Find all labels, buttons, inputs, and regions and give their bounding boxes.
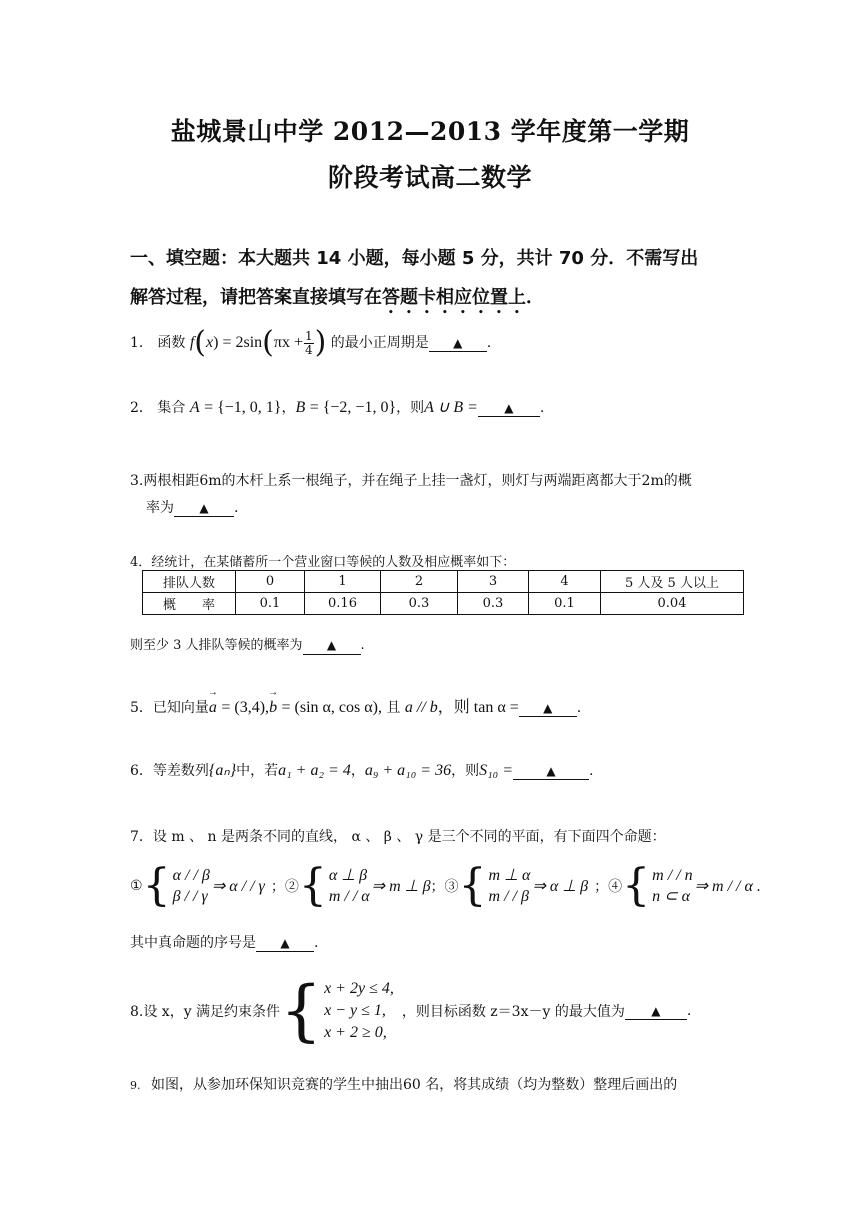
blank-triangle-icon: ▲ xyxy=(504,401,514,415)
q5-answer-blank[interactable] xyxy=(519,700,577,717)
q2-union: A ∪ B = xyxy=(424,399,478,416)
table-row xyxy=(143,571,744,593)
q2-comma: ， xyxy=(281,400,296,416)
section-heading-line1: 一、填空题：本大题共 14 小题，每小题 5 分，共计 70 分．不需写出 xyxy=(130,248,699,269)
probability-table xyxy=(142,570,744,615)
q8-pre: 8.设 x，y 满足约束条件 xyxy=(130,1004,281,1020)
q5-parallel: a // b xyxy=(404,699,438,716)
q7-label-4: ；④ xyxy=(594,879,623,895)
section-heading-line2 xyxy=(130,283,544,318)
q6-pre: 等差数列 xyxy=(152,763,209,779)
question-9 xyxy=(130,1074,677,1094)
q7-p3-conclusion: ⇒ α ⊥ β xyxy=(532,878,589,895)
q3-answer-blank[interactable] xyxy=(174,500,234,517)
q7-p3-row1: m ⊥ α xyxy=(488,867,531,884)
q9-number: 9. xyxy=(130,1079,141,1092)
q6-mid2: ，则 xyxy=(451,763,480,779)
q7-p1-row1: α / / β xyxy=(172,867,210,884)
q7-label-2: ；② xyxy=(270,879,299,895)
q8-constraint-3: x + 2 ≥ 0, xyxy=(324,1024,387,1041)
q5-mid: 且 xyxy=(386,700,401,716)
blank-triangle-icon: ▲ xyxy=(453,336,463,350)
q2-end: . xyxy=(539,400,545,416)
q7-p4-conclusion: ⇒ m / / α . xyxy=(694,878,761,895)
q3-end: . xyxy=(234,500,239,516)
question-1: 1． 函数 f(x) = 2sin(πx + $\frac{1}{4}$ ) 的最小正周期是 ▲ . xyxy=(130,325,492,360)
q5-expr1: = (3,4), xyxy=(221,699,270,716)
q6-seq: {aₙ} xyxy=(208,762,237,779)
blank-triangle-icon: ▲ xyxy=(280,936,290,950)
q6-comma: ， xyxy=(350,763,365,779)
table-cell: 1 xyxy=(305,571,381,593)
q3-text: 率为 xyxy=(146,500,174,516)
q6-cond2: a₉ + a₁₀ = 36 xyxy=(364,762,452,779)
q5-expr2: = (sin α, cos α), xyxy=(281,699,382,716)
q5-number: 5． xyxy=(130,700,153,716)
question-7-ask xyxy=(130,932,318,952)
table-cell: 4 xyxy=(529,571,601,593)
q6-end: . xyxy=(589,763,594,779)
blank-triangle-icon: ▲ xyxy=(546,764,556,778)
q2-number: 2． xyxy=(130,400,153,416)
table-cell: 0.04 xyxy=(601,593,744,615)
answer-card-emphasis: 答题卡相应位置上 xyxy=(382,287,526,308)
q4-text: 则至少 3 人排队等候的概率为 xyxy=(130,638,303,653)
q2-A: A xyxy=(189,399,200,416)
q7-p3-row2: m / / β xyxy=(488,888,529,905)
q6-sum: S₁₀ = xyxy=(479,762,514,779)
q5-pre: 已知向量 xyxy=(152,700,209,716)
question-8: 8.设 x，y 满足约束条件 { x + 2y ≤ 4, x − y ≤ 1, x + 2 ≥ 0, ，则目标函数 z＝3x－y 的最大值为 ▲ . xyxy=(130,972,692,1049)
table-cell: 0.3 xyxy=(381,593,458,615)
question-4-intro: 4．经统计，在某储蓄所一个营业窗口等候的人数及相应概率如下： xyxy=(130,555,516,570)
q1-frac-den: 4 xyxy=(304,342,313,357)
table-cell: 5 人及 5 人以上 xyxy=(601,571,744,593)
q7-p1-row2: β / / γ xyxy=(172,888,208,905)
q7-p4-row1: m / / n xyxy=(652,867,693,884)
q7-answer-blank[interactable] xyxy=(256,935,314,952)
q8-constraint-1: x + 2y ≤ 4, xyxy=(324,980,394,997)
q1-post: 的最小正周期是 xyxy=(330,335,429,351)
blank-triangle-icon: ▲ xyxy=(326,638,337,652)
q6-cond1: a₁ + a₂ = 4 xyxy=(278,762,351,779)
question-7-propositions: ① { α / / β β / / γ ⇒ α / / γ ；② { α ⊥ β m / / α ⇒ m ⊥ β ；③ { m ⊥ α m / / β ⇒ α ⊥ β ；④ { m / / n n ⊂ α ⇒ m / / α . xyxy=(130,860,761,911)
q1-number: 1． xyxy=(130,335,153,351)
q2-setB: = {−2, −1, 0} xyxy=(309,399,397,416)
q6-answer-blank[interactable] xyxy=(513,763,589,780)
q5-end: . xyxy=(576,700,582,716)
table-cell: 3 xyxy=(458,571,529,593)
q2-B: B xyxy=(295,399,306,416)
question-4-ask xyxy=(130,634,365,655)
exam-title-line2: 阶段考试高二数学 xyxy=(327,163,532,192)
q1-frac-num: 1 xyxy=(304,328,313,343)
q7-label-3: ；③ xyxy=(430,879,459,895)
q1-x: x xyxy=(206,334,214,351)
q2-pre: 集合 xyxy=(157,400,186,416)
q1-pre: 函数 xyxy=(157,335,186,351)
q7-p2-conclusion: ⇒ m ⊥ β xyxy=(371,878,431,895)
table-row xyxy=(143,593,744,615)
q9-text: 如图，从参加环保知识竞赛的学生中抽出60 名，将其成绩（均为整数）整理后画出的 xyxy=(150,1077,678,1093)
table-cell: 0.3 xyxy=(458,593,529,615)
q8-end: . xyxy=(686,1003,692,1019)
q2-setA: = {−1, 0, 1} xyxy=(204,399,282,416)
table-row-label: 排队人数 xyxy=(143,571,236,593)
blank-triangle-icon: ▲ xyxy=(651,1003,661,1018)
q1-end: . xyxy=(486,335,492,351)
question-2 xyxy=(130,397,544,417)
q8-answer-blank[interactable] xyxy=(625,1003,687,1020)
q1-eq: ) = 2sin xyxy=(213,334,263,351)
table-cell: 0 xyxy=(236,571,305,593)
q2-mid: ，则 xyxy=(396,400,425,416)
table-cell: 2 xyxy=(381,571,458,593)
blank-triangle-icon: ▲ xyxy=(199,501,209,515)
section-heading-period: ． xyxy=(526,287,544,308)
table-cell: 0.16 xyxy=(305,593,381,615)
q1-pix: πx + xyxy=(273,334,303,351)
q8-constraint-2: x − y ≤ 1, xyxy=(324,1002,386,1019)
exam-title-line1: 盐城景山中学 2012—2013 学年度第一学期 xyxy=(170,117,690,146)
q4-end: . xyxy=(360,638,365,653)
q2-answer-blank[interactable] xyxy=(478,400,540,417)
question-3-line1: 3.两根相距6m的木杆上系一根绳子，并在绳子上挂一盏灯，则灯与两端距离都大于2m的概 xyxy=(130,473,692,489)
q5-vector-b: → b xyxy=(269,699,277,717)
q7-p1-conclusion: ⇒ α / / γ xyxy=(211,878,265,895)
q5-vector-a: → a xyxy=(209,699,217,717)
q7-p4-row2: n ⊂ α xyxy=(652,888,690,905)
question-6 xyxy=(130,760,593,780)
q4-answer-blank[interactable] xyxy=(303,637,361,655)
question-7-intro: 7．设 m 、 n 是两条不同的直线， α 、 β 、 γ 是三个不同的平面，有下面四个命题： xyxy=(130,829,666,845)
q5-post: ，则 tan α = xyxy=(437,699,519,716)
blank-triangle-icon: ▲ xyxy=(543,701,553,715)
section-heading-text: 解答过程，请把答案直接填写在 xyxy=(130,287,382,308)
q6-number: 6． xyxy=(130,763,153,779)
q7-end: . xyxy=(314,935,319,951)
table-row-label: 概 率 xyxy=(143,593,236,615)
q7-p2-row2: m / / α xyxy=(328,888,370,905)
q1-answer-blank[interactable] xyxy=(429,335,487,352)
q7-label-1: ① xyxy=(130,878,143,894)
question-3-line2 xyxy=(146,497,238,517)
q1-f: f xyxy=(189,334,195,351)
table-cell: 0.1 xyxy=(529,593,601,615)
q7-p2-row1: α ⊥ β xyxy=(328,867,368,884)
q6-mid1: 中，若 xyxy=(236,763,279,779)
question-5 xyxy=(130,694,581,717)
table-cell: 0.1 xyxy=(236,593,305,615)
q7-ask-text: 其中真命题的序号是 xyxy=(130,935,256,951)
q8-post: ，则目标函数 z＝3x－y 的最大值为 xyxy=(401,1004,625,1020)
